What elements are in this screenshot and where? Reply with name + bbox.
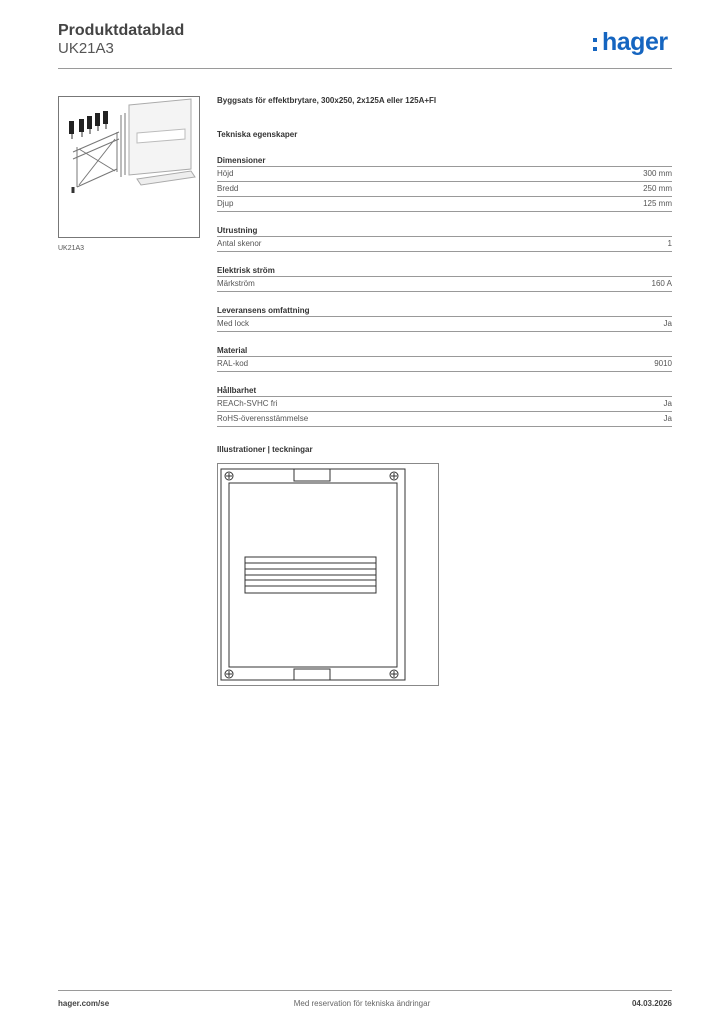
spec-value: Ja [663, 319, 672, 328]
section-title-dimensions: Dimensioner [217, 156, 266, 165]
spec-label: RoHS-överensstämmelse [217, 414, 309, 423]
image-caption: UK21A3 [58, 245, 85, 252]
spec-row [217, 276, 672, 292]
spec-value: 1 [667, 239, 672, 248]
section-title-sustainability: Hållbarhet [217, 386, 257, 395]
product-image [58, 96, 200, 238]
illustrations-title: Illustrationer | teckningar [217, 445, 313, 454]
spec-row [217, 181, 672, 196]
page-title: Produktdatablad [58, 22, 185, 39]
spec-label: Bredd [217, 184, 239, 193]
section-title-delivery: Leveransens omfattning [217, 306, 310, 315]
section-title-equipment: Utrustning [217, 226, 258, 235]
spec-label: Märkström [217, 279, 255, 288]
product-kit-icon [59, 97, 199, 237]
spec-label: RAL-kod [217, 359, 249, 368]
spec-value: 300 mm [643, 169, 672, 178]
spec-label: REACh-SVHC fri [217, 399, 278, 408]
tech-heading: Tekniska egenskaper [217, 130, 298, 139]
technical-drawing [217, 463, 439, 686]
spec-value: 160 A [651, 279, 672, 288]
logo-dot-bottom-icon [593, 47, 597, 51]
spec-label: Antal skenor [217, 239, 262, 248]
section-title-electrical: Elektrisk ström [217, 266, 275, 275]
product-code: UK21A3 [58, 40, 114, 57]
footer-disclaimer: Med reservation för tekniska ändringar [293, 999, 431, 1008]
footer-website-link[interactable]: hager.com/se [58, 999, 110, 1008]
spec-row [217, 166, 672, 181]
product-description: Byggsats för effektbrytare, 300x250, 2x125A eller 125A+FI [217, 96, 437, 105]
spec-row [217, 316, 672, 332]
spec-row [217, 236, 672, 252]
spec-label: Med lock [217, 319, 250, 328]
spec-row [217, 356, 672, 372]
spec-row [217, 196, 672, 212]
spec-value: 250 mm [643, 184, 672, 193]
hager-logo [592, 28, 676, 58]
footer-date: 04.03.2026 [631, 999, 672, 1008]
spec-column [217, 96, 672, 459]
spec-value: Ja [663, 399, 672, 408]
spec-label: Djup [217, 199, 234, 208]
spec-value: Ja [663, 414, 672, 423]
spec-value: 125 mm [643, 199, 672, 208]
logo-dot-top-icon [593, 38, 597, 42]
spec-value: 9010 [654, 359, 672, 368]
spec-row [217, 411, 672, 427]
section-title-material: Material [217, 346, 248, 355]
header-divider [58, 68, 672, 69]
enclosure-drawing-icon [218, 464, 438, 685]
spec-row [217, 396, 672, 411]
footer-divider [58, 990, 672, 991]
logo-text: hager [602, 28, 668, 56]
spec-label: Höjd [217, 169, 234, 178]
